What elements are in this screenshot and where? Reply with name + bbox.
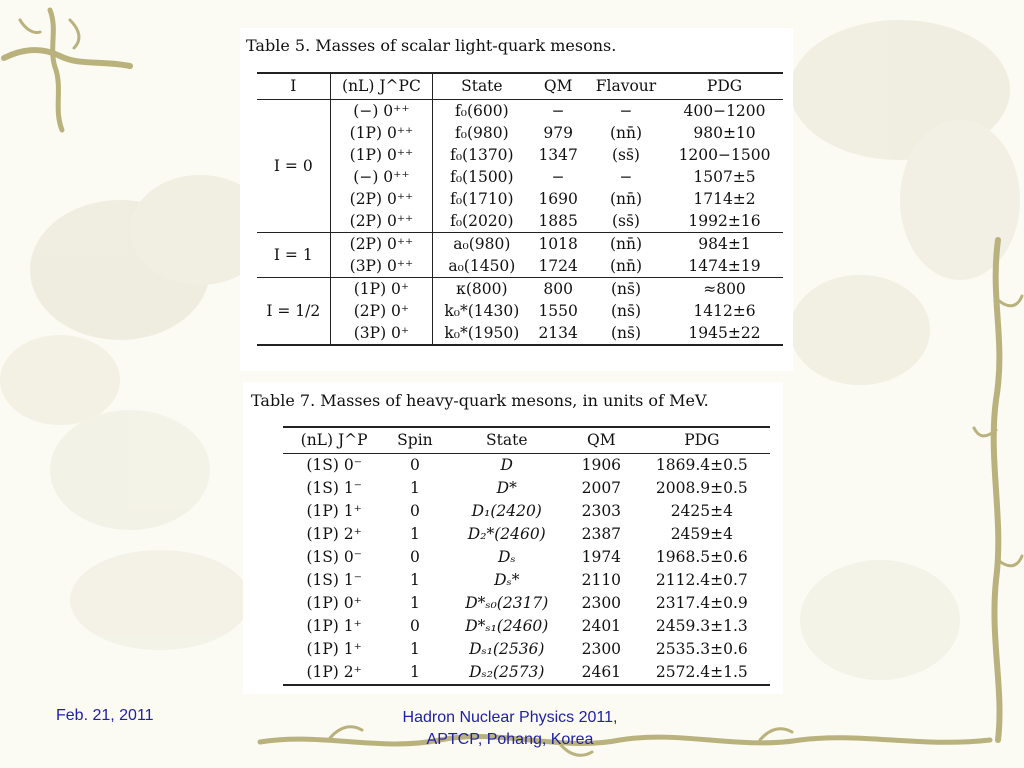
table-cell: Dₛ₂(2573) — [445, 661, 569, 685]
table-cell: 1690 — [538, 190, 578, 208]
table-cell: (1P) 2⁺ — [306, 525, 362, 543]
table-cell: (1S) 0⁻ — [306, 548, 362, 566]
table-row — [257, 166, 783, 188]
table7-header-cell: State — [445, 427, 569, 454]
table-cell: 1474±19 — [666, 255, 783, 278]
table-cell: (nn̄) — [609, 235, 643, 253]
table-row — [283, 615, 770, 638]
table-row — [257, 233, 783, 256]
table-cell: 2303 — [581, 502, 622, 520]
table-row — [283, 477, 770, 500]
table-cell: 979 — [543, 124, 573, 142]
table-cell: (1P) 1⁺ — [306, 502, 362, 520]
table-cell: f₀(600) — [455, 102, 509, 120]
table5-header-row — [257, 73, 783, 100]
table-cell: (1S) 0⁻ — [306, 456, 362, 474]
table-cell: 980±10 — [693, 124, 756, 142]
table-row — [257, 278, 783, 301]
table-cell: 0 — [409, 456, 420, 474]
table-cell: 2300 — [581, 594, 622, 612]
table-cell: − — [551, 168, 565, 186]
table-cell: 1945±22 — [666, 322, 783, 345]
table-cell: (ns̄) — [610, 280, 641, 298]
table7-header-cell: (nL) J^P — [283, 427, 385, 454]
footer-conference — [360, 707, 660, 751]
table-cell: 400−1200 — [683, 102, 766, 120]
table7-panel — [243, 382, 783, 694]
table-cell: 0 — [409, 548, 420, 566]
table-cell: D₂*(2460) — [467, 525, 546, 543]
table5-header-cell: PDG — [666, 73, 783, 100]
table-cell: a₀(1450) — [433, 255, 531, 278]
table5 — [257, 72, 783, 346]
table-cell: 2461 — [569, 661, 634, 685]
table-cell: − — [619, 168, 633, 186]
table-cell: (1P) 2⁺ — [283, 661, 385, 685]
table-cell: f₀(1370) — [450, 146, 514, 164]
table-cell: 1 — [409, 479, 420, 497]
table-cell: f₀(1500) — [450, 168, 514, 186]
table-row — [257, 255, 783, 278]
table-cell: 984±1 — [698, 235, 751, 253]
table-cell: (1P) 0⁺⁺ — [330, 122, 433, 144]
table-row — [283, 661, 770, 685]
table-cell: D* — [496, 479, 517, 497]
vine-decoration-right — [974, 240, 1022, 740]
table-cell: κ(800) — [456, 280, 508, 298]
table-row — [283, 569, 770, 592]
table-cell: Dₛ* — [494, 571, 520, 589]
table-cell: f₀(2020) — [433, 210, 531, 233]
table-cell: 2535.3±0.6 — [655, 640, 748, 658]
table-cell: 2300 — [581, 640, 622, 658]
table-cell: D₁(2420) — [471, 502, 542, 520]
table-cell: k₀*(1950) — [433, 322, 531, 345]
table-cell: 1 — [409, 640, 420, 658]
table-cell: (1P) 0⁺ — [306, 594, 362, 612]
table-cell: 1885 — [530, 210, 586, 233]
table-cell: 1550 — [538, 302, 578, 320]
table-cell: 1 — [409, 571, 420, 589]
table-cell: (−) 0⁺⁺ — [330, 100, 433, 123]
table-row — [257, 122, 783, 144]
table7 — [283, 426, 770, 686]
table-cell: (1S) 1⁻ — [306, 571, 362, 589]
table-cell: 2401 — [581, 617, 622, 635]
table-cell: 1412±6 — [693, 302, 756, 320]
table-cell: (nn̄) — [609, 190, 643, 208]
table-cell: (ns̄) — [610, 302, 641, 320]
table-cell: 2112.4±0.7 — [655, 571, 748, 589]
table-row — [283, 592, 770, 615]
table-cell: 1724 — [530, 255, 586, 278]
table7-header-cell: PDG — [634, 427, 770, 454]
table-row — [257, 322, 783, 345]
footer-date: Feb. 21, 2011 — [56, 707, 154, 724]
table-cell: (3P) 0⁺ — [330, 322, 433, 345]
table-cell: (nn̄) — [609, 124, 643, 142]
table-cell: f₀(1710) — [450, 190, 514, 208]
table-cell: 2134 — [530, 322, 586, 345]
table-cell: (ss̄) — [586, 210, 666, 233]
footer-conference-line1: Hadron Nuclear Physics 2011, — [402, 709, 618, 726]
group-label: I = 1 — [257, 233, 330, 278]
table5-caption: Table 5. Masses of scalar light-quark mesons. — [246, 36, 617, 55]
table-row — [283, 546, 770, 569]
group-label: I = 0 — [257, 100, 330, 233]
table5-header-cell: Flavour — [586, 73, 666, 100]
table-cell: (3P) 0⁺⁺ — [330, 255, 433, 278]
table-row — [257, 300, 783, 322]
table-cell: 1 — [385, 661, 444, 685]
table-cell: 1507±5 — [693, 168, 756, 186]
table-cell: D — [500, 456, 513, 474]
table-cell: 2387 — [581, 525, 622, 543]
table-cell: (2P) 0⁺⁺ — [330, 233, 433, 256]
table-cell: 1869.4±0.5 — [655, 456, 748, 474]
table-cell: (2P) 0⁺⁺ — [330, 188, 433, 210]
table-cell: − — [551, 102, 565, 120]
table-cell: 1 — [409, 525, 420, 543]
table-cell: (nn̄) — [586, 255, 666, 278]
table-cell: (1P) 1⁺ — [306, 640, 362, 658]
table-cell: (1P) 0⁺⁺ — [330, 144, 433, 166]
table7-header-cell: Spin — [385, 427, 444, 454]
table-row — [257, 100, 783, 123]
table-cell: 1906 — [581, 456, 622, 474]
table5-header-cell: State — [433, 73, 531, 100]
table-cell: D*ₛ₁(2460) — [465, 617, 549, 635]
table-cell: (−) 0⁺⁺ — [330, 166, 433, 188]
table7-caption: Table 7. Masses of heavy-quark mesons, in units of MeV. — [251, 391, 709, 410]
table-cell: 2572.4±1.5 — [634, 661, 770, 685]
table-cell: ≈800 — [703, 280, 746, 298]
table-cell: (2P) 0⁺⁺ — [330, 210, 433, 233]
table7-header-row — [283, 427, 770, 454]
table-cell: (ns̄) — [586, 322, 666, 345]
table-cell: f₀(980) — [455, 124, 509, 142]
table-row — [283, 523, 770, 546]
table-cell: 2459±4 — [670, 525, 733, 543]
table-cell: a₀(980) — [453, 235, 511, 253]
table-cell: 0 — [409, 617, 420, 635]
table-cell: 1347 — [538, 146, 578, 164]
table-row — [283, 454, 770, 478]
table-row — [283, 500, 770, 523]
table-row — [257, 188, 783, 210]
table5-panel — [240, 28, 793, 371]
table-cell: 1018 — [538, 235, 578, 253]
table-cell: k₀*(1430) — [444, 302, 520, 320]
table-cell: − — [619, 102, 633, 120]
table-cell: (1S) 1⁻ — [306, 479, 362, 497]
table-cell: 1992±16 — [666, 210, 783, 233]
table-cell: 1 — [409, 594, 420, 612]
table-cell: (ss̄) — [611, 146, 640, 164]
table-cell: (1P) 1⁺ — [306, 617, 362, 635]
table-cell: 1200−1500 — [678, 146, 771, 164]
table-cell: 2110 — [581, 571, 622, 589]
table-cell: 0 — [409, 502, 420, 520]
table-cell: Dₛ₁(2536) — [469, 640, 545, 658]
table-cell: 2425±4 — [670, 502, 733, 520]
table-cell: D*ₛ₀(2317) — [465, 594, 549, 612]
table-row — [257, 210, 783, 233]
table-cell: (1P) 0⁺ — [330, 278, 433, 301]
table-cell: (2P) 0⁺ — [330, 300, 433, 322]
vine-decoration-left — [4, 10, 130, 130]
table5-header-cell: (nL) J^PC — [330, 73, 433, 100]
footer-conference-line2: APTCP, Pohang, Korea — [426, 731, 594, 748]
table-row — [257, 144, 783, 166]
table-cell: 1968.5±0.6 — [655, 548, 748, 566]
table-row — [283, 638, 770, 661]
table5-header-cell: QM — [530, 73, 586, 100]
group-label: I = 1/2 — [257, 278, 330, 346]
table7-header-cell: QM — [569, 427, 634, 454]
table-cell: 2008.9±0.5 — [655, 479, 748, 497]
table-cell: Dₛ — [497, 548, 516, 566]
table-cell: 2317.4±0.9 — [655, 594, 748, 612]
table5-header-cell: I — [257, 73, 330, 100]
table-cell: 1974 — [581, 548, 622, 566]
table-cell: 800 — [543, 280, 573, 298]
table-cell: 1714±2 — [693, 190, 756, 208]
table-cell: 2007 — [581, 479, 622, 497]
table-cell: 2459.3±1.3 — [655, 617, 748, 635]
